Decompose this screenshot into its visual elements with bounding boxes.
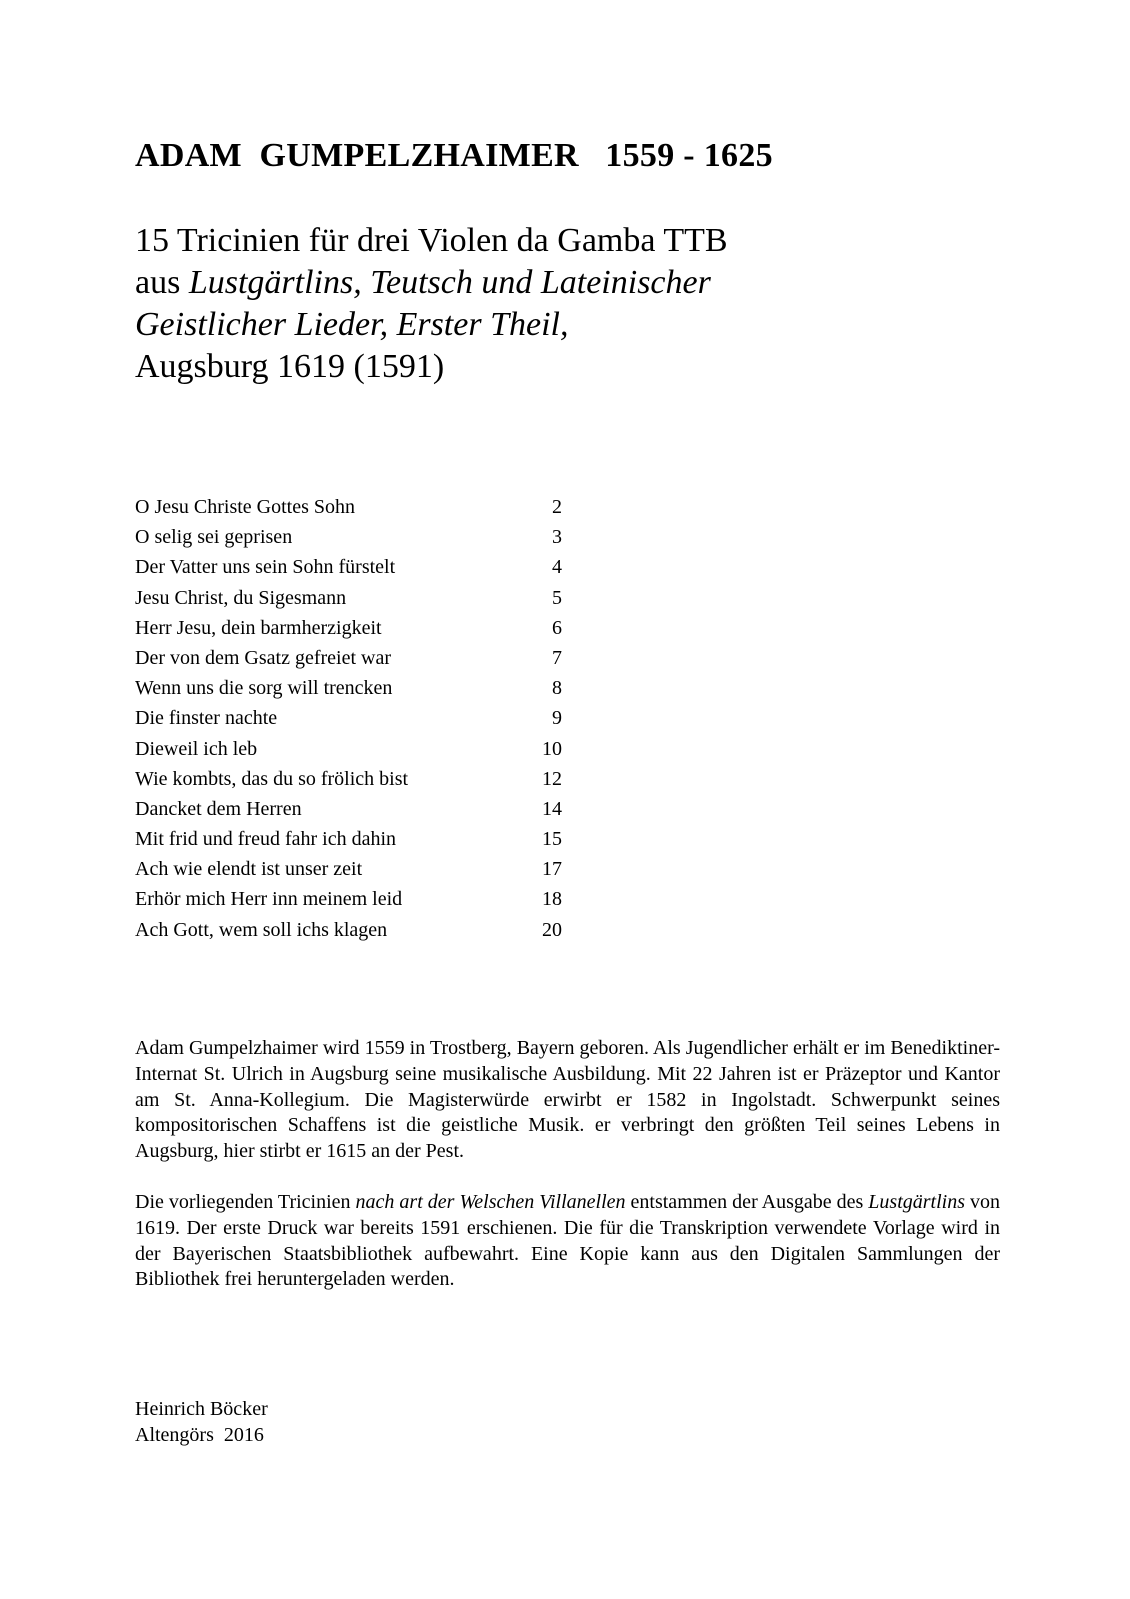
toc-row: [135, 613, 562, 643]
toc-row: [135, 915, 562, 945]
toc-page-number: 12: [542, 767, 562, 790]
toc-page-number: 18: [542, 888, 562, 911]
toc-title: Ach Gott, wem soll ichs klagen: [135, 918, 388, 941]
table-of-contents: [135, 492, 562, 945]
title-line-2-prefix: aus: [135, 264, 189, 301]
title-line-2: [135, 262, 728, 304]
toc-page-number: 2: [552, 496, 562, 518]
toc-row: [135, 552, 562, 582]
source-note-text-1: Die vorliegenden Tricinien: [135, 1191, 356, 1213]
toc-title: Wenn uns die sorg will trencken: [135, 677, 393, 700]
source-note-text-3: von 1619. Der erste Druck war bereits 1591 erschienen. Die für die Transkription verwendete Vorlage wird in der Bayerischen Staatsbibliothek aufbewahrt. Eine Kopie kann aus den Digitalen Sammlungen der Bibliothek frei heruntergeladen werden.: [135, 1191, 1001, 1291]
toc-page-number: 9: [552, 707, 562, 730]
toc-page-number: 4: [552, 556, 562, 579]
signature-name: Heinrich Böcker: [135, 1398, 268, 1420]
toc-row: [135, 824, 562, 854]
biography-paragraph: Adam Gumpelzhaimer wird 1559 in Trostberg, Bayern geboren. Als Jugendlicher erhält er im Benediktiner-Internat St. Ulrich in Augsburg seine musikalische Ausbildung. Mit 22 Jahren ist er Präzeptor und Kantor am St. Anna-Kollegium. Die Magisterwürde erwirbt er 1582 in Ingolstadt. Schwerpunkt seines kompositorischen Schaffens ist die geistliche Musik. er verbringt den größten Teil seines Lebens in Augsburg, hier stirbt er 1615 an der Pest.: [135, 1037, 1000, 1163]
toc-page-number: 5: [552, 586, 562, 609]
toc-row: [135, 583, 562, 613]
toc-title: Dancket dem Herren: [135, 797, 302, 820]
source-note-paragraph: [135, 1190, 1000, 1293]
title-line-1: 15 Tricinien für drei Violen da Gamba TTB: [135, 222, 728, 259]
toc-page-number: 17: [542, 858, 562, 881]
toc-row: [135, 673, 562, 703]
toc-page-number: 20: [542, 918, 562, 941]
toc-page-number: 7: [552, 646, 562, 669]
toc-title: Die finster nachte: [135, 707, 278, 730]
signature-place-year: Altengörs 2016: [135, 1424, 264, 1446]
toc-page-number: 8: [552, 677, 562, 700]
toc-title: Jesu Christ, du Sigesmann: [135, 586, 347, 609]
toc-title: O selig sei geprisen: [135, 526, 293, 549]
toc-page-number: 10: [542, 737, 562, 760]
toc-title: Der von dem Gsatz gefreiet war: [135, 646, 391, 669]
toc-title: O Jesu Christe Gottes Sohn: [135, 496, 355, 518]
toc-page-number: 6: [552, 616, 562, 639]
toc-title: Wie kombts, das du so frölich bist: [135, 767, 409, 790]
title-line-4: Augsburg 1619 (1591): [135, 348, 445, 385]
signature-block: [135, 1396, 268, 1448]
toc-page-number: 3: [552, 526, 562, 549]
composer-heading: ADAM GUMPELZHAIMER 1559 - 1625: [135, 137, 773, 174]
title-line-3-italic: Geistlicher Lieder, Erster Theil,: [135, 306, 569, 343]
toc-row: [135, 764, 562, 794]
toc-title: Erhör mich Herr inn meinem leid: [135, 888, 403, 911]
toc-row: [135, 734, 562, 764]
toc-row: [135, 522, 562, 552]
title-line-2-italic: Lustgärtlins, Teutsch und Lateinischer: [188, 264, 711, 301]
source-note-text-2: entstammen der Ausgabe des: [625, 1191, 869, 1213]
toc-row: [135, 492, 562, 522]
toc-row: [135, 643, 562, 673]
toc-row: [135, 884, 562, 914]
toc-title: Dieweil ich leb: [135, 737, 258, 760]
toc-row: [135, 703, 562, 733]
source-note-italic-2: Lustgärtlins: [868, 1191, 965, 1213]
toc-title: Mit frid und freud fahr ich dahin: [135, 828, 397, 851]
toc-title: Der Vatter uns sein Sohn fürstelt: [135, 556, 396, 579]
toc-page-number: 14: [542, 797, 562, 820]
toc-title: Ach wie elendt ist unser zeit: [135, 858, 363, 881]
source-note-italic-1: nach art der Welschen Villanellen: [355, 1191, 626, 1213]
toc-row: [135, 854, 562, 884]
toc-title: Herr Jesu, dein barmherzigkeit: [135, 616, 382, 639]
title-line-3: [135, 304, 728, 346]
collection-title: [135, 220, 728, 388]
toc-row: [135, 794, 562, 824]
toc-page-number: 15: [542, 828, 562, 851]
